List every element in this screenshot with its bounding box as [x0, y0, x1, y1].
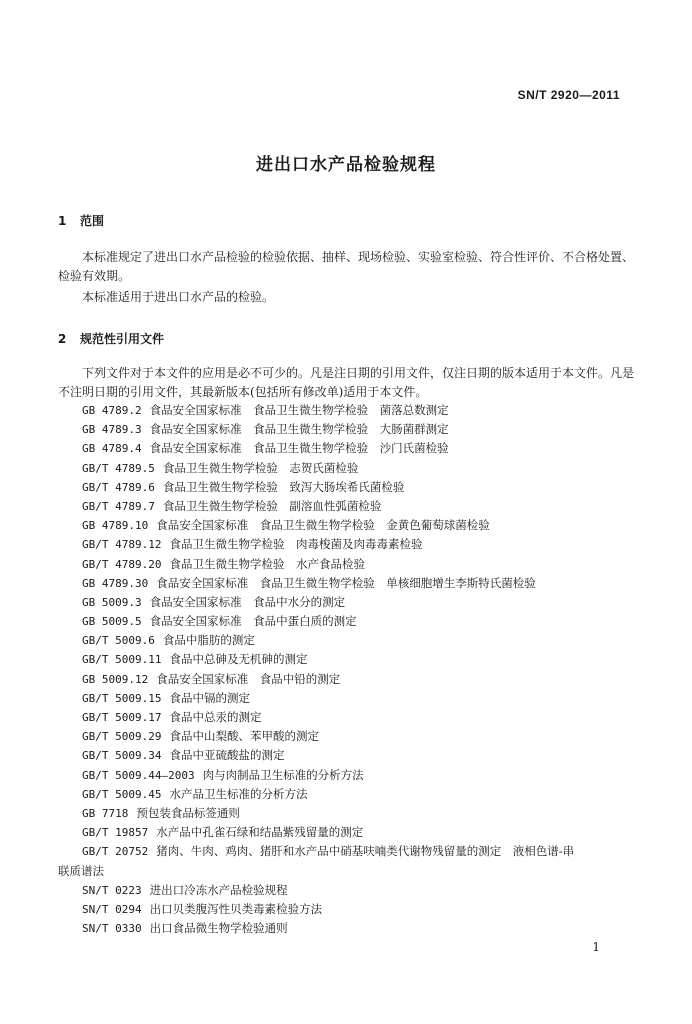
reference-title: 食品中总砷及无机砷的测定	[169, 652, 308, 667]
section-number: 1	[58, 214, 67, 228]
reference-item	[82, 459, 642, 478]
reference-item	[82, 650, 642, 669]
reference-title: 水产品卫生标准的分析方法	[169, 786, 308, 801]
reference-code: GB/T 4789.6	[82, 480, 155, 494]
reference-item	[82, 516, 642, 535]
scope-paragraph-1: 本标准规定了进出口水产品检验的检验依据、抽样、现场检验、实验室检验、符合性评价、不合格处置、检验有效期。	[58, 250, 635, 283]
normative-references-intro: 下列文件对于本文件的应用是必不可少的。凡是注日期的引用文件，仅注日期的版本适用于本文件。凡是不注明日期的引用文件，其最新版本(包括所有修改单)适用于本文件。	[58, 366, 635, 399]
reference-code: GB/T 5009.15	[82, 691, 162, 705]
reference-title: 食品安全国家标准 食品卫生微生物学检验 沙门氏菌检验	[149, 441, 449, 456]
reference-title: 食品卫生微生物学检验 水产食品检验	[169, 556, 365, 571]
reference-code: GB/T 20752	[82, 845, 149, 859]
reference-item	[82, 746, 642, 765]
reference-item	[82, 631, 642, 650]
reference-title: 出口贝类腹泻性贝类毒素检验方法	[149, 902, 323, 917]
reference-code: GB/T 5009.6	[82, 634, 155, 648]
reference-item	[82, 497, 642, 516]
reference-code: GB/T 4789.20	[82, 557, 162, 571]
section-title: 范围	[80, 214, 105, 228]
section-title: 规范性引用文件	[80, 332, 165, 346]
reference-title: 水产品中孔雀石绿和结晶紫残留量的测定	[156, 825, 364, 840]
reference-item	[82, 766, 642, 785]
reference-item	[82, 555, 642, 574]
reference-title: 食品安全国家标准 食品卫生微生物学检验 菌落总数测定	[149, 403, 449, 417]
reference-title: 食品安全国家标准 食品卫生微生物学检验 金黄色葡萄球菌检验	[156, 518, 490, 533]
reference-title: 食品中脂肪的测定	[162, 633, 255, 648]
reference-item	[82, 842, 642, 861]
reference-code: GB/T 5009.29	[82, 730, 162, 744]
reference-code: GB/T 19857	[82, 826, 149, 840]
reference-title: 食品卫生微生物学检验 志贺氏菌检验	[162, 460, 359, 475]
reference-code: GB/T 5009.45	[82, 787, 162, 801]
reference-item	[82, 439, 642, 458]
reference-code: GB/T 5009.11	[82, 653, 162, 667]
reference-item	[82, 593, 642, 612]
reference-code: GB 4789.3	[82, 423, 142, 437]
reference-item	[82, 401, 642, 420]
reference-list	[82, 401, 642, 862]
reference-item	[82, 689, 642, 708]
reference-item	[82, 727, 642, 746]
reference-item	[82, 670, 642, 689]
reference-title: 食品中总汞的测定	[169, 710, 262, 724]
reference-item	[82, 785, 642, 804]
reference-item	[82, 574, 642, 593]
reference-title: 出口食品微生物学检验通则	[149, 921, 288, 936]
reference-item	[82, 823, 642, 842]
page-number: 1	[592, 940, 600, 954]
reference-code: GB/T 5009.44—2003	[82, 768, 195, 782]
reference-continuation: 联质谱法	[58, 864, 104, 878]
reference-title: 食品安全国家标准 食品中水分的测定	[149, 594, 346, 609]
reference-item	[82, 612, 642, 631]
document-title: 进出口水产品检验规程	[256, 155, 436, 175]
reference-code: SN/T 0294	[82, 903, 142, 917]
reference-code: GB 7718	[82, 806, 129, 820]
reference-title: 食品卫生微生物学检验 副溶血性弧菌检验	[162, 498, 382, 513]
reference-code: GB 4789.4	[82, 442, 142, 456]
standard-code: SN/T 2920—2011	[517, 88, 620, 102]
reference-title: 食品中山梨酸、苯甲酸的测定	[169, 729, 319, 744]
reference-code: SN/T 0223	[82, 884, 142, 897]
reference-title: 食品安全国家标准 食品中蛋白质的测定	[149, 614, 357, 629]
reference-code: GB 5009.5	[82, 615, 142, 629]
reference-item	[82, 919, 642, 938]
reference-title: 食品卫生微生物学检验 肉毒梭菌及肉毒毒素检验	[169, 537, 423, 552]
reference-title: 食品中亚硫酸盐的测定	[169, 748, 285, 763]
reference-title: 预包装食品标签通则	[136, 805, 240, 820]
reference-code: SN/T 0330	[82, 922, 142, 936]
section-number: 2	[58, 332, 67, 346]
reference-code: GB/T 4789.7	[82, 499, 155, 513]
reference-item	[82, 804, 642, 823]
reference-code: GB 4789.10	[82, 519, 149, 533]
reference-title: 食品卫生微生物学检验 致泻大肠埃希氏菌检验	[162, 479, 405, 494]
reference-item	[82, 881, 642, 900]
reference-title: 猪肉、牛肉、鸡肉、猪肝和水产品中硝基呋喃类代谢物残留量的测定 液相色谱-串	[156, 844, 575, 859]
reference-code: GB/T 5009.17	[82, 711, 162, 724]
reference-item	[82, 900, 642, 919]
scope-paragraph-2: 本标准适用于进出口水产品的检验。	[82, 290, 275, 304]
reference-title: 食品安全国家标准 食品卫生微生物学检验 单核细胞增生李斯特氏菌检验	[156, 575, 536, 590]
reference-title: 进出口冷冻水产品检验规程	[149, 883, 288, 897]
reference-title: 食品安全国家标准 食品卫生微生物学检验 大肠菌群测定	[149, 422, 449, 437]
reference-item	[82, 478, 642, 497]
reference-title: 肉与肉制品卫生标准的分析方法	[202, 767, 364, 782]
reference-title: 食品安全国家标准 食品中铅的测定	[156, 671, 341, 686]
reference-code: GB 4789.2	[82, 404, 142, 417]
reference-code: GB/T 4789.5	[82, 461, 155, 475]
reference-item	[82, 420, 642, 439]
reference-code: GB 4789.30	[82, 576, 149, 590]
section-1-heading	[58, 212, 104, 229]
reference-code: GB/T 4789.12	[82, 538, 162, 552]
reference-item	[82, 535, 642, 554]
reference-title: 食品中镉的测定	[169, 690, 250, 705]
reference-item	[82, 708, 642, 727]
section-2-heading	[58, 330, 164, 347]
reference-code: GB/T 5009.34	[82, 749, 162, 763]
reference-code: GB 5009.3	[82, 595, 142, 609]
reference-code: GB 5009.12	[82, 672, 149, 686]
reference-list-sn	[82, 881, 642, 939]
